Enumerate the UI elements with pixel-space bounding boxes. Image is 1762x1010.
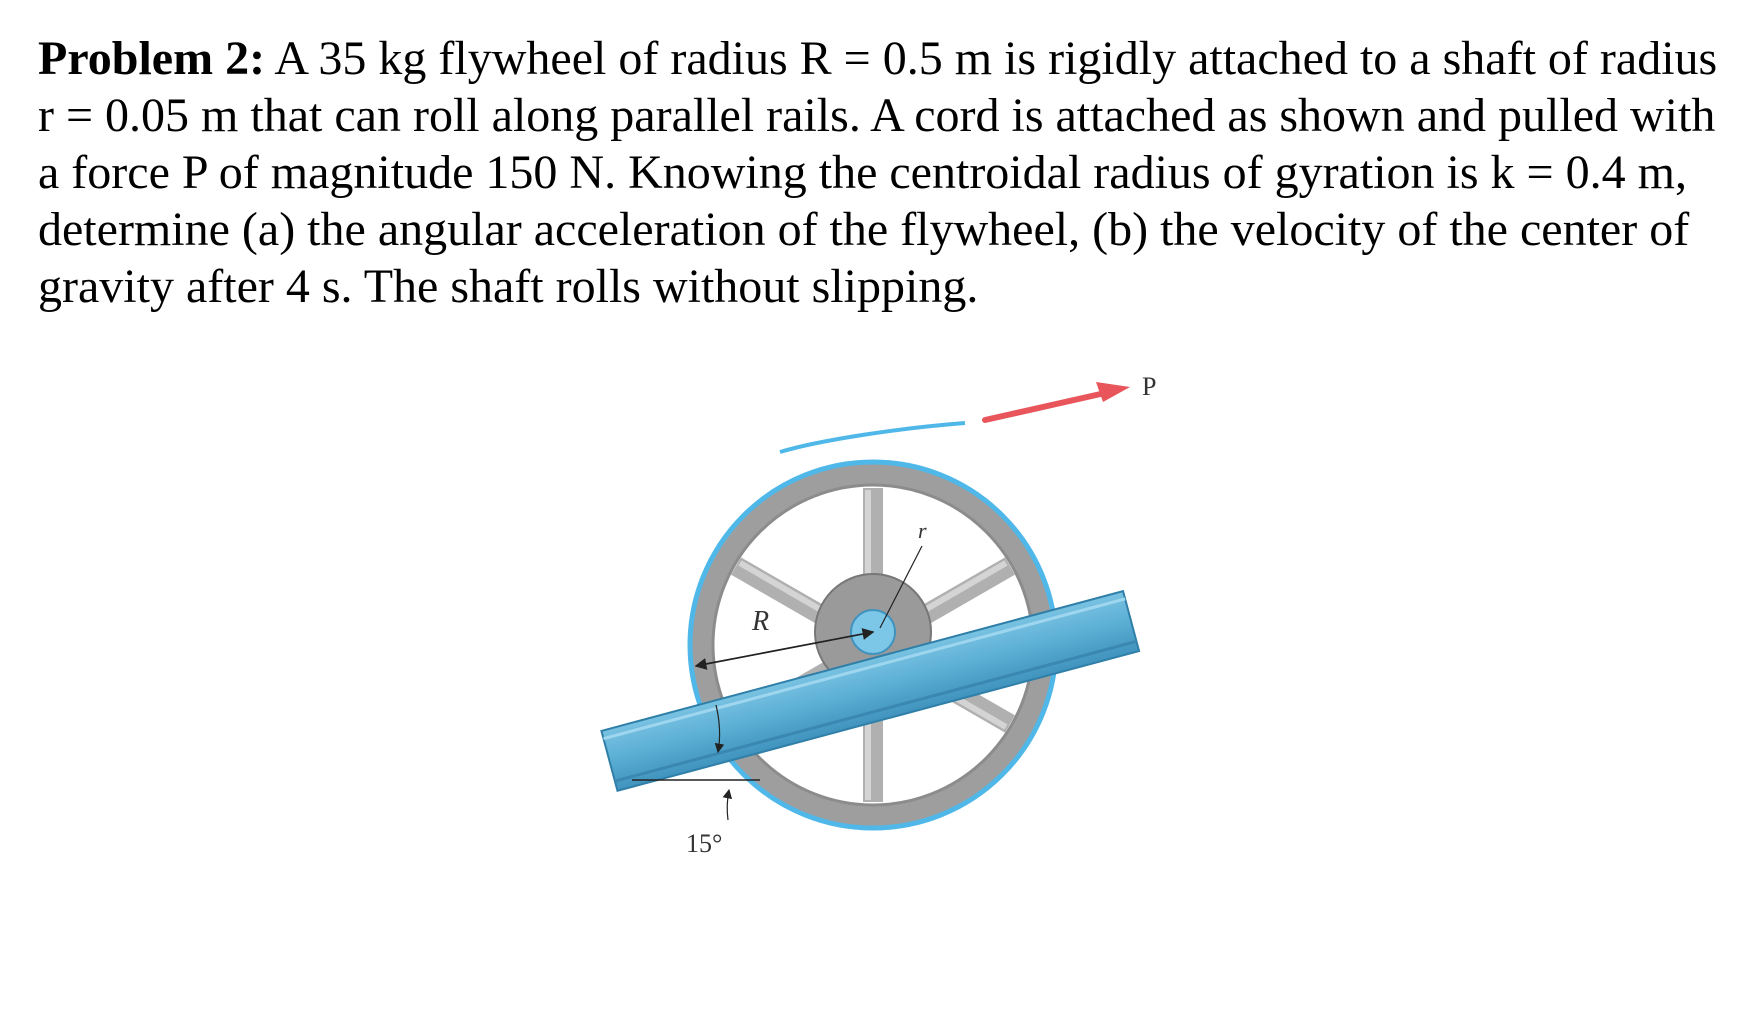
- problem-label: Problem 2:: [38, 32, 266, 85]
- problem-statement: [38, 30, 1738, 315]
- force-label: P: [1142, 372, 1157, 401]
- cord: [780, 423, 965, 452]
- angle-label: 15°: [686, 829, 723, 858]
- force-arrow: [985, 382, 1130, 420]
- radius-r-label: r: [918, 518, 927, 543]
- problem-body: A 35 kg flywheel of radius R = 0.5 m is rigidly attached to a shaft of radius r = 0.05 m that can roll along parallel rails. A cord is attached as shown and pulled with a force P of magnitude 150 N. Knowing the centroidal radius of gyration is k = 0.4 m, determine (a) the angular acceleration of the flywheel, (b) the velocity of the center of gravity after 4 s. The shaft rolls without slipping.: [38, 32, 1718, 313]
- flywheel-figure: [560, 350, 1180, 890]
- radius-R-label: R: [752, 606, 770, 637]
